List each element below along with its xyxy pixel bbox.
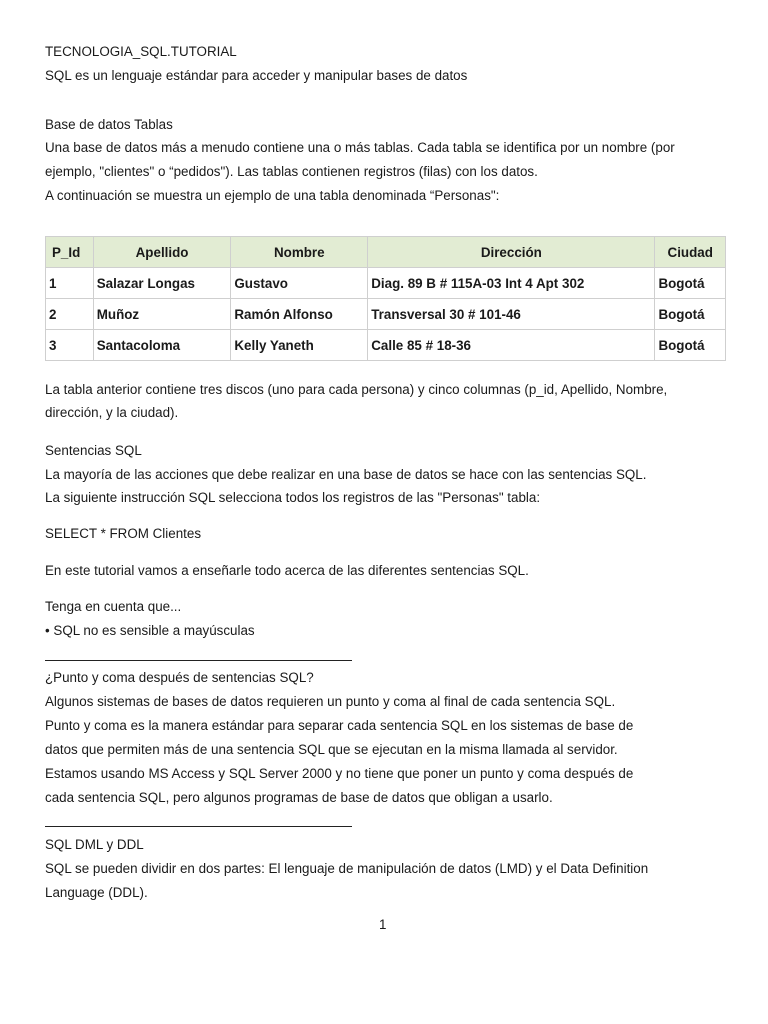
cell-nombre: Kelly Yaneth <box>231 330 368 361</box>
sql-example: SELECT * FROM Clientes <box>45 526 202 541</box>
cell-apellido: Muñoz <box>93 299 231 330</box>
sentencias-line-2: La siguiente instrucción SQL selecciona todos los registros de las "Personas" tabla: <box>45 490 541 505</box>
cell-p-id: 1 <box>46 268 94 299</box>
cell-apellido: Santacoloma <box>93 330 231 361</box>
document-title: TECNOLOGIA_SQL.TUTORIAL <box>45 44 237 59</box>
semicolon-line-4: Estamos usando MS Access y SQL Server 2000 y no tiene que poner un punto y coma después de <box>45 766 634 781</box>
semicolon-line-5: cada sentencia SQL, pero algunos programas de base de datos que obligan a usarlo. <box>45 790 553 805</box>
dml-heading: SQL DML y DDL <box>45 837 144 852</box>
divider-line <box>45 660 352 661</box>
intro-text: SQL es un lenguaje estándar para acceder y manipular bases de datos <box>45 68 468 83</box>
cell-p-id: 2 <box>46 299 94 330</box>
cell-ciudad: Bogotá <box>655 330 726 361</box>
cell-nombre: Gustavo <box>231 268 368 299</box>
note-bullet: • SQL no es sensible a mayúsculas <box>45 623 255 638</box>
semicolon-heading: ¿Punto y coma después de sentencias SQL? <box>45 670 314 685</box>
cell-direccion: Transversal 30 # 101-46 <box>368 299 655 330</box>
cell-nombre: Ramón Alfonso <box>231 299 368 330</box>
header-ciudad: Ciudad <box>655 237 726 268</box>
header-apellido: Apellido <box>93 237 231 268</box>
after-table-line-2: dirección, y la ciudad). <box>45 405 179 420</box>
header-nombre: Nombre <box>231 237 368 268</box>
dml-line-2: Language (DDL). <box>45 885 148 900</box>
table-row <box>46 268 726 299</box>
cell-ciudad: Bogotá <box>655 299 726 330</box>
tables-paragraph-line-3: A continuación se muestra un ejemplo de una tabla denominada “Personas": <box>45 188 500 203</box>
note-heading: Tenga en cuenta que... <box>45 599 182 614</box>
personas-table <box>45 236 726 361</box>
cell-direccion: Calle 85 # 18-36 <box>368 330 655 361</box>
tables-paragraph-line-2: ejemplo, "clientes" o “pedidos"). Las tablas contienen registros (filas) con los datos. <box>45 164 538 179</box>
semicolon-line-2: Punto y coma es la manera estándar para separar cada sentencia SQL en los sistemas de base de <box>45 718 634 733</box>
after-table-line-1: La tabla anterior contiene tres discos (uno para cada persona) y cinco columnas (p_id, Apellido, Nombre, <box>45 382 668 397</box>
table-row <box>46 299 726 330</box>
header-p-id: P_Id <box>46 237 94 268</box>
cell-apellido: Salazar Longas <box>93 268 231 299</box>
dml-line-1: SQL se pueden dividir en dos partes: El lenguaje de manipulación de datos (LMD) y el Data Definition <box>45 861 649 876</box>
tutorial-note: En este tutorial vamos a enseñarle todo acerca de las diferentes sentencias SQL. <box>45 563 529 578</box>
semicolon-line-1: Algunos sistemas de bases de datos requieren un punto y coma al final de cada sentencia SQL. <box>45 694 616 709</box>
tables-paragraph-line-1: Una base de datos más a menudo contiene una o más tablas. Cada tabla se identifica por un nombre (por <box>45 140 675 155</box>
table-header-row <box>46 237 726 268</box>
header-direccion: Dirección <box>368 237 655 268</box>
page-number: 1 <box>379 917 387 932</box>
sentencias-line-1: La mayoría de las acciones que debe realizar en una base de datos se hace con las sentencias SQL. <box>45 467 647 482</box>
cell-ciudad: Bogotá <box>655 268 726 299</box>
table-row <box>46 330 726 361</box>
tables-heading: Base de datos Tablas <box>45 117 173 132</box>
cell-p-id: 3 <box>46 330 94 361</box>
divider-line <box>45 826 352 827</box>
sentencias-heading: Sentencias SQL <box>45 443 142 458</box>
semicolon-line-3: datos que permiten más de una sentencia SQL que se ejecutan en la misma llamada al servidor. <box>45 742 618 757</box>
cell-direccion: Diag. 89 B # 115A-03 Int 4 Apt 302 <box>368 268 655 299</box>
